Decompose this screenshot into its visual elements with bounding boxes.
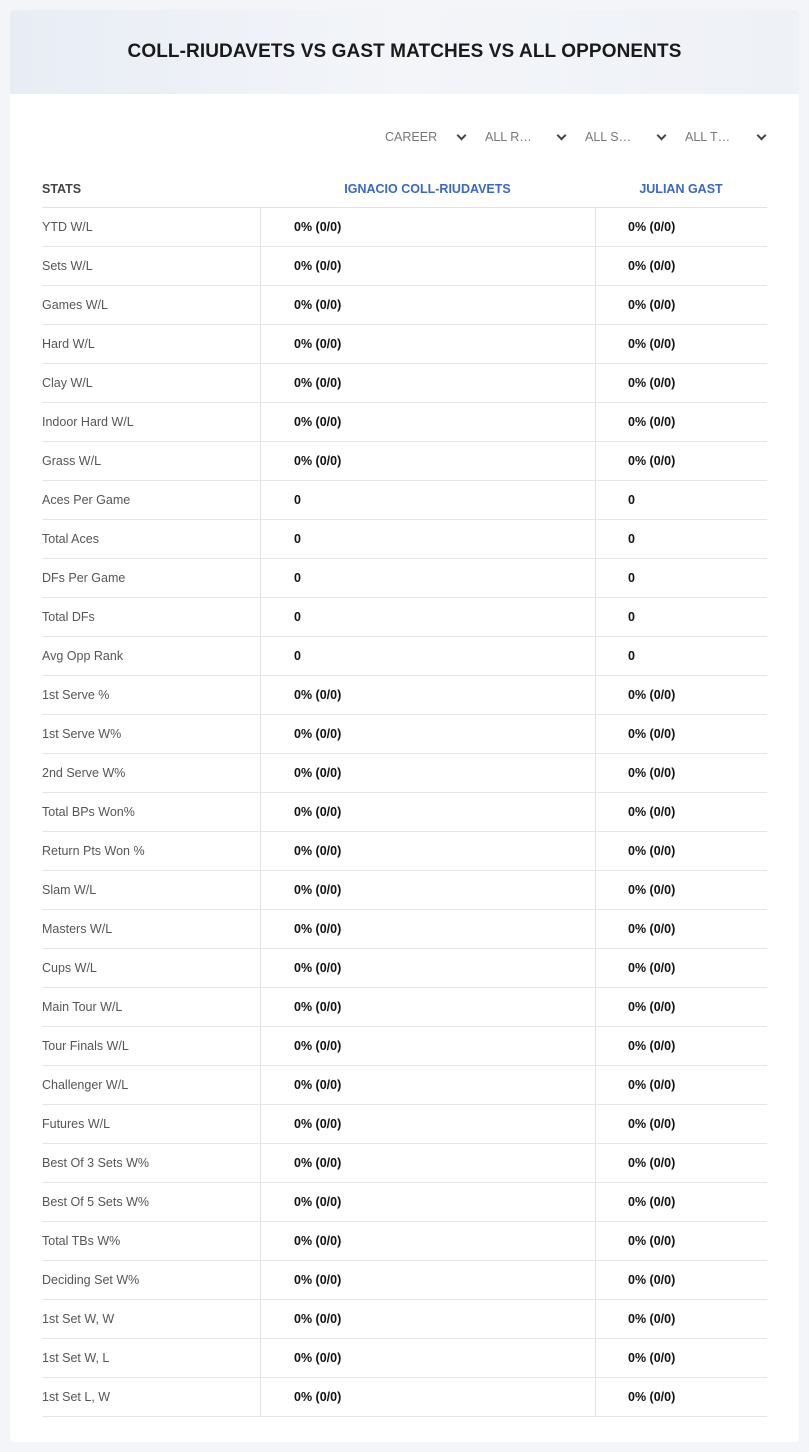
player1-value: 0% (0/0) [260, 1105, 595, 1143]
table-row [42, 286, 767, 325]
table-row [42, 637, 767, 676]
player1-value: 0% (0/0) [260, 403, 595, 441]
stat-label: Aces Per Game [42, 493, 131, 507]
stats-card [10, 10, 799, 1442]
player2-value: 0% (0/0) [595, 754, 767, 792]
player1-value: 0% (0/0) [260, 325, 595, 363]
player2-value: 0% (0/0) [595, 1378, 767, 1416]
table-row [42, 559, 767, 598]
stat-label: Best Of 5 Sets W% [42, 1195, 149, 1209]
chevron-down-icon [657, 130, 667, 140]
player1-value: 0 [260, 559, 595, 597]
filter-label: ALL T… [685, 130, 731, 144]
filter-label: CAREER [385, 130, 438, 144]
table-body [42, 208, 767, 1417]
stat-label: 1st Set W, L [42, 1351, 110, 1365]
player2-value: 0% (0/0) [595, 442, 767, 480]
player1-value: 0% (0/0) [260, 715, 595, 753]
player1-value: 0% (0/0) [260, 1378, 595, 1416]
table-header [42, 170, 767, 208]
player1-value: 0% (0/0) [260, 286, 595, 324]
player1-value: 0% (0/0) [260, 1339, 595, 1377]
stat-label: Total BPs Won% [42, 805, 135, 819]
table-row [42, 1105, 767, 1144]
chevron-down-icon [557, 130, 567, 140]
player1-value: 0% (0/0) [260, 364, 595, 402]
table-row [42, 520, 767, 559]
stat-label: Futures W/L [42, 1117, 111, 1131]
table-row [42, 481, 767, 520]
stat-label: Total DFs [42, 610, 95, 624]
player2-value: 0 [595, 520, 767, 558]
table-row [42, 325, 767, 364]
player1-value: 0% (0/0) [260, 1222, 595, 1260]
player1-value: 0 [260, 481, 595, 519]
player1-value: 0% (0/0) [260, 988, 595, 1026]
stat-label: Main Tour W/L [42, 1000, 123, 1014]
stat-label: 1st Set W, W [42, 1312, 115, 1326]
table-row [42, 247, 767, 286]
player1-value: 0% (0/0) [260, 676, 595, 714]
page-title: COLL-RIUDAVETS VS GAST MATCHES VS ALL OPPONENTS [127, 41, 682, 62]
stat-label: Total TBs W% [42, 1234, 121, 1248]
filter-surface-select[interactable] [575, 126, 667, 148]
table-row [42, 793, 767, 832]
player2-value: 0% (0/0) [595, 1027, 767, 1065]
player1-value: 0% (0/0) [260, 1027, 595, 1065]
player2-value: 0% (0/0) [595, 871, 767, 909]
player2-value: 0% (0/0) [595, 715, 767, 753]
player1-value: 0% (0/0) [260, 442, 595, 480]
player1-value: 0 [260, 637, 595, 675]
stat-label: Best Of 3 Sets W% [42, 1156, 149, 1170]
table-row [42, 1261, 767, 1300]
filter-round-select[interactable] [475, 126, 567, 148]
table-row [42, 1300, 767, 1339]
player1-value: 0% (0/0) [260, 247, 595, 285]
stat-label: Deciding Set W% [42, 1273, 140, 1287]
player2-value: 0 [595, 598, 767, 636]
table-row [42, 364, 767, 403]
stat-label: Total Aces [42, 532, 99, 546]
table-row [42, 1066, 767, 1105]
stat-label: Return Pts Won % [42, 844, 145, 858]
stat-label: 2nd Serve W% [42, 766, 126, 780]
stat-label: Hard W/L [42, 337, 95, 351]
table-row [42, 910, 767, 949]
table-row [42, 988, 767, 1027]
stat-label: Clay W/L [42, 376, 93, 390]
table-row [42, 1144, 767, 1183]
player1-value: 0% (0/0) [260, 1300, 595, 1338]
table-row [42, 832, 767, 871]
player1-value: 0% (0/0) [260, 910, 595, 948]
player1-value: 0% (0/0) [260, 949, 595, 987]
table-row [42, 949, 767, 988]
filter-bar [375, 126, 767, 148]
table-row [42, 442, 767, 481]
chevron-down-icon [757, 130, 767, 140]
table-row [42, 403, 767, 442]
filter-tournament-select[interactable] [675, 126, 767, 148]
player2-value: 0% (0/0) [595, 403, 767, 441]
stat-label: Indoor Hard W/L [42, 415, 134, 429]
player2-value: 0 [595, 637, 767, 675]
stat-label: YTD W/L [42, 220, 93, 234]
player1-value: 0% (0/0) [260, 1183, 595, 1221]
stat-label: Games W/L [42, 298, 108, 312]
stat-label: 1st Serve W% [42, 727, 122, 741]
table-row [42, 1339, 767, 1378]
player1-value: 0% (0/0) [260, 793, 595, 831]
table-row [42, 1378, 767, 1417]
player2-value: 0% (0/0) [595, 247, 767, 285]
table-row [42, 676, 767, 715]
player2-value: 0% (0/0) [595, 1300, 767, 1338]
stat-label: Cups W/L [42, 961, 97, 975]
player2-value: 0% (0/0) [595, 832, 767, 870]
filter-label: ALL S… [585, 130, 632, 144]
player1-value: 0% (0/0) [260, 1144, 595, 1182]
stat-label: Grass W/L [42, 454, 102, 468]
player2-value: 0% (0/0) [595, 1144, 767, 1182]
stat-label: DFs Per Game [42, 571, 126, 585]
player2-value: 0% (0/0) [595, 1183, 767, 1221]
player1-value: 0 [260, 598, 595, 636]
player2-value: 0% (0/0) [595, 1105, 767, 1143]
card-header [10, 10, 799, 94]
player1-value: 0% (0/0) [260, 754, 595, 792]
player1-value: 0% (0/0) [260, 1066, 595, 1104]
stat-label: Avg Opp Rank [42, 649, 124, 663]
filter-label: ALL R… [485, 130, 532, 144]
player1-value: 0 [260, 520, 595, 558]
player2-value: 0% (0/0) [595, 1066, 767, 1104]
player2-value: 0% (0/0) [595, 793, 767, 831]
stat-label: 1st Serve % [42, 688, 110, 702]
stat-label: Sets W/L [42, 259, 93, 273]
table-row [42, 1183, 767, 1222]
player2-value: 0% (0/0) [595, 286, 767, 324]
column-header-stats: STATS [42, 181, 82, 196]
stat-label: Masters W/L [42, 922, 113, 936]
player2-value: 0% (0/0) [595, 1339, 767, 1377]
player1-value: 0% (0/0) [260, 871, 595, 909]
player2-value: 0% (0/0) [595, 364, 767, 402]
player2-value: 0% (0/0) [595, 1222, 767, 1260]
player2-value: 0% (0/0) [595, 988, 767, 1026]
table-row [42, 715, 767, 754]
table-row [42, 871, 767, 910]
column-header-player1[interactable]: IGNACIO COLL-RIUDAVETS [344, 181, 511, 196]
player2-value: 0 [595, 559, 767, 597]
player1-value: 0% (0/0) [260, 208, 595, 246]
player2-value: 0 [595, 481, 767, 519]
table-row [42, 598, 767, 637]
column-header-player2[interactable]: JULIAN GAST [639, 181, 723, 196]
stat-label: Slam W/L [42, 883, 97, 897]
filter-period-select[interactable] [375, 126, 467, 148]
stat-label: Challenger W/L [42, 1078, 129, 1092]
table-row [42, 208, 767, 247]
table-row [42, 1222, 767, 1261]
player2-value: 0% (0/0) [595, 910, 767, 948]
table-row [42, 1027, 767, 1066]
stats-table [42, 170, 767, 1417]
player1-value: 0% (0/0) [260, 832, 595, 870]
player2-value: 0% (0/0) [595, 676, 767, 714]
player1-value: 0% (0/0) [260, 1261, 595, 1299]
stat-label: Tour Finals W/L [42, 1039, 129, 1053]
player2-value: 0% (0/0) [595, 325, 767, 363]
player2-value: 0% (0/0) [595, 208, 767, 246]
stat-label: 1st Set L, W [42, 1390, 111, 1404]
player2-value: 0% (0/0) [595, 1261, 767, 1299]
player2-value: 0% (0/0) [595, 949, 767, 987]
chevron-down-icon [457, 130, 467, 140]
table-row [42, 754, 767, 793]
